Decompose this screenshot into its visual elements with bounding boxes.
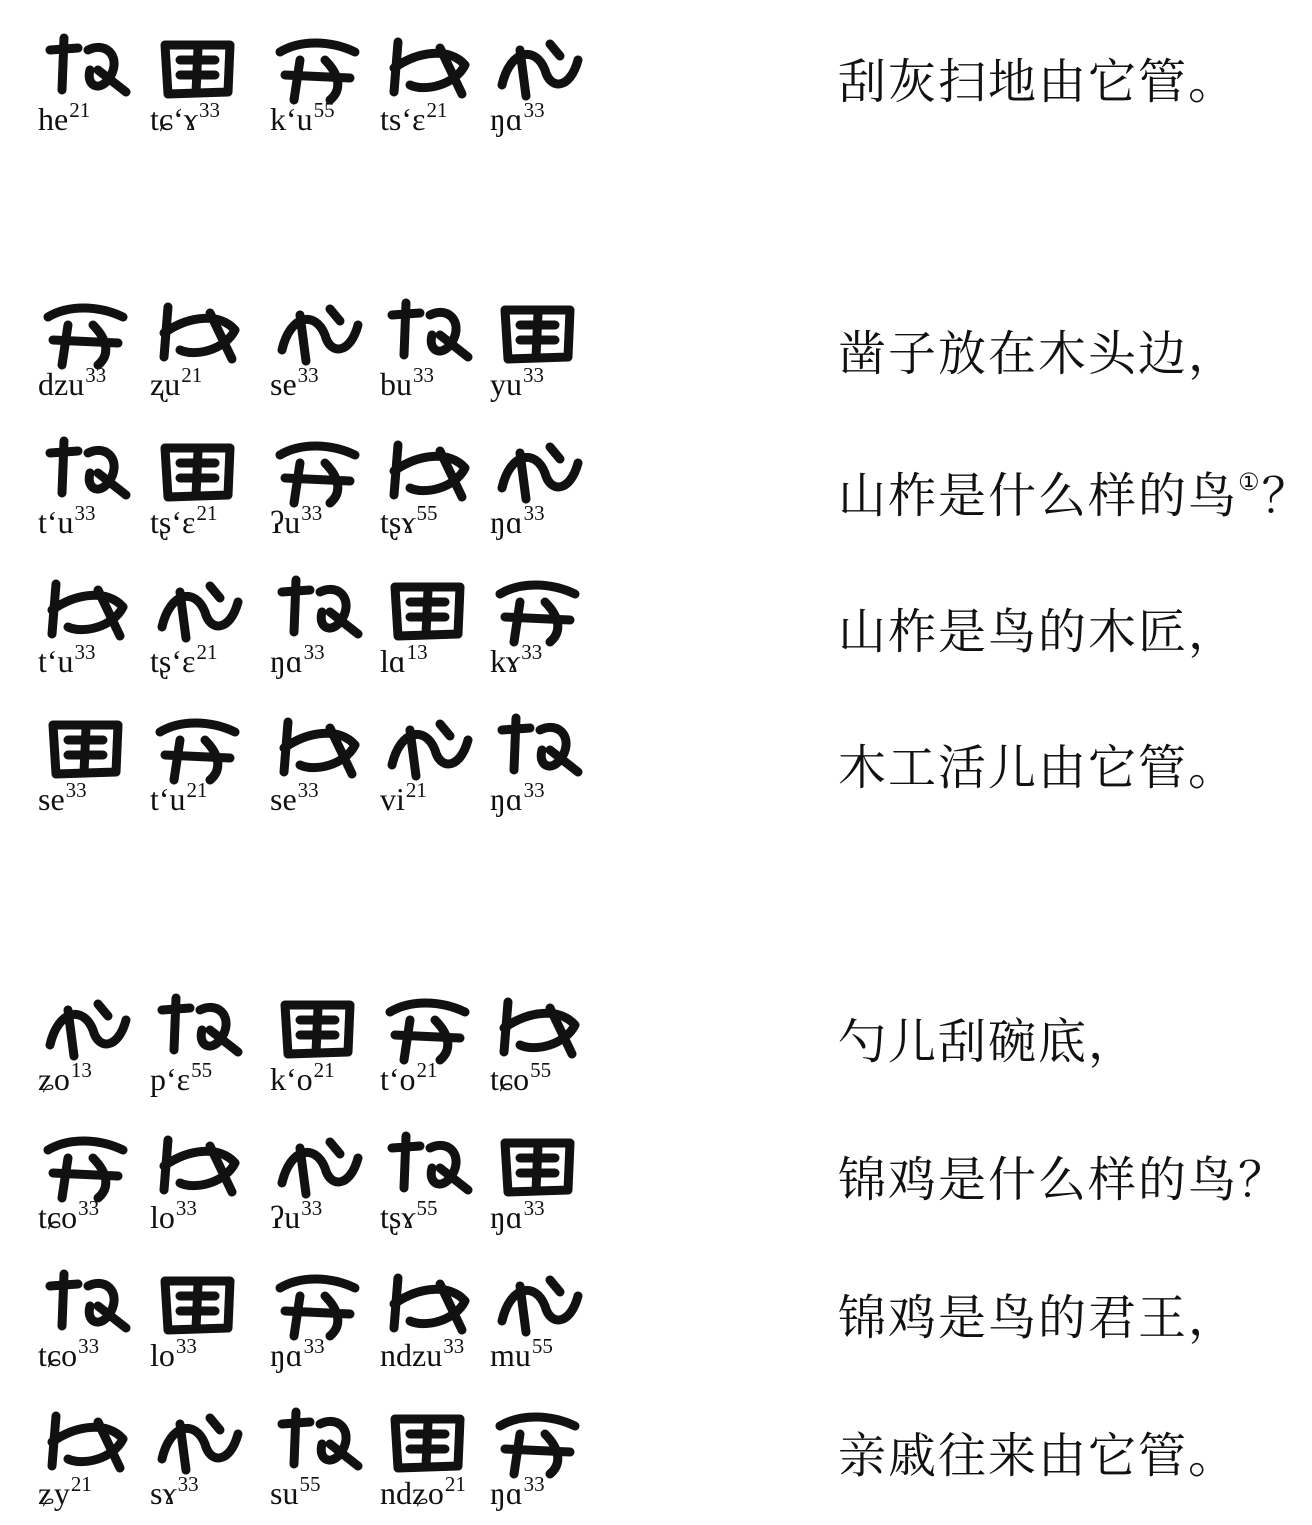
tone-number: 33 <box>78 1334 100 1358</box>
chinese-translation <box>838 740 1239 796</box>
tone-number: 21 <box>70 1472 92 1496</box>
tone-number: 21 <box>181 363 203 387</box>
syllable-cell <box>38 710 158 830</box>
tone-number: 33 <box>523 98 545 122</box>
phonetic-base: lo <box>150 1337 175 1373</box>
syllable-cell <box>490 710 610 830</box>
syllable-cell <box>380 1266 500 1386</box>
tone-number: 33 <box>523 363 544 387</box>
syllable-cell <box>270 1404 390 1524</box>
tone-number: 33 <box>175 1334 197 1358</box>
syllable-cell <box>150 1128 270 1248</box>
phonetic-base: ŋɑ <box>490 101 523 137</box>
chinese-translation <box>838 1290 1239 1346</box>
translation-text: 山柞是鸟的木匠， <box>838 604 1239 660</box>
phonetic-transcription <box>150 1060 212 1095</box>
syllable-cell <box>38 572 158 692</box>
translation-text: 亲戚往来由它管。 <box>838 1428 1239 1484</box>
phonetic-transcription <box>38 1060 92 1095</box>
tone-number: 33 <box>303 1334 325 1358</box>
tone-number: 21 <box>444 1472 466 1496</box>
syllable-cell <box>490 990 610 1110</box>
phonetic-transcription <box>490 100 545 135</box>
phonetic-transcription <box>38 100 90 135</box>
tone-number: 55 <box>531 1334 553 1358</box>
tone-number: 33 <box>74 501 96 525</box>
tone-number: 21 <box>196 640 218 664</box>
phonetic-base: se <box>270 366 297 402</box>
phonetic-transcription <box>38 1198 99 1233</box>
phonetic-base: mu <box>490 1337 531 1373</box>
syllable-cell <box>380 30 500 150</box>
phonetic-base: ŋɑ <box>490 504 523 540</box>
phonetic-base: tʂʻɛ <box>150 504 196 540</box>
tone-number: 21 <box>196 501 218 525</box>
phonetic-transcription <box>38 642 96 677</box>
syllable-cell <box>490 1404 610 1524</box>
phonetic-base: ŋɑ <box>270 1337 303 1373</box>
phonetic-transcription <box>490 1336 553 1371</box>
phonetic-transcription <box>38 1336 99 1371</box>
tone-number: 33 <box>85 363 107 387</box>
phonetic-base: vi <box>380 781 405 817</box>
phonetic-base: tʂʻɛ <box>150 643 196 679</box>
translation-tail: ？ <box>1261 468 1312 524</box>
chinese-translation <box>838 1428 1239 1484</box>
phonetic-transcription <box>270 1198 322 1233</box>
tone-number: 55 <box>530 1058 552 1082</box>
phonetic-base: se <box>270 781 297 817</box>
syllable-cell <box>150 30 270 150</box>
syllable-cell <box>380 1128 500 1248</box>
phonetic-base: tʻu <box>38 643 74 679</box>
phonetic-transcription <box>380 503 438 538</box>
syllable-cell <box>38 295 158 415</box>
tone-number: 33 <box>523 501 545 525</box>
yi-character-glyph <box>150 30 245 110</box>
phonetic-transcription <box>490 780 545 815</box>
phonetic-transcription <box>380 1474 466 1509</box>
tone-number: 33 <box>523 1472 545 1496</box>
phonetic-transcription <box>38 503 96 538</box>
chinese-translation <box>838 1014 1139 1070</box>
tone-number: 21 <box>416 1058 438 1082</box>
syllable-cell <box>270 990 390 1110</box>
syllable-cell <box>38 1404 158 1524</box>
yi-character-glyph <box>150 1266 245 1346</box>
phonetic-transcription <box>38 1474 92 1509</box>
syllable-cell <box>270 30 390 150</box>
syllable-cell <box>38 433 158 553</box>
chinese-translation <box>838 604 1239 660</box>
tone-number: 33 <box>301 501 323 525</box>
phonetic-base: tɕo <box>38 1337 78 1373</box>
phonetic-base: dzu <box>38 366 85 402</box>
phonetic-base: kʻo <box>270 1061 313 1097</box>
tone-number: 13 <box>406 640 428 664</box>
syllable-cell <box>490 1266 610 1386</box>
syllable-cell <box>150 1404 270 1524</box>
phonetic-transcription <box>150 365 202 400</box>
phonetic-base: ʐu <box>150 366 181 402</box>
translation-text: 刮灰扫地由它管。 <box>838 54 1239 110</box>
tone-number: 55 <box>299 1472 321 1496</box>
phonetic-transcription <box>380 1198 438 1233</box>
phonetic-base: se <box>38 781 65 817</box>
syllable-cell <box>490 572 610 692</box>
chinese-translation <box>838 54 1239 110</box>
phonetic-base: ŋɑ <box>270 643 303 679</box>
phonetic-transcription <box>270 365 319 400</box>
phonetic-base: ndʑo <box>380 1475 444 1511</box>
phonetic-transcription <box>150 642 217 677</box>
phonetic-transcription <box>150 780 208 815</box>
syllable-cell <box>490 433 610 553</box>
syllable-cell <box>270 295 390 415</box>
phonetic-base: lɑ <box>380 643 406 679</box>
yi-character-glyph <box>380 710 475 790</box>
translation-text: 山柞是什么样的鸟 <box>838 468 1239 524</box>
translation-text: 木工活儿由它管。 <box>838 740 1239 796</box>
phonetic-transcription <box>38 365 106 400</box>
syllable-cell <box>270 710 390 830</box>
phonetic-base: kɤ <box>490 643 521 679</box>
tone-number: 33 <box>413 363 434 387</box>
phonetic-base: kʻu <box>270 101 313 137</box>
phonetic-transcription <box>150 1336 197 1371</box>
phonetic-base: su <box>270 1475 299 1511</box>
tone-number: 33 <box>521 640 543 664</box>
phonetic-transcription <box>270 1474 320 1509</box>
phonetic-transcription <box>490 1060 551 1095</box>
phonetic-base: tʂɤ <box>380 504 416 540</box>
syllable-cell <box>150 295 270 415</box>
yi-character-glyph <box>150 1128 245 1208</box>
phonetic-base: ŋɑ <box>490 781 523 817</box>
phonetic-base: tʻu <box>150 781 186 817</box>
phonetic-transcription <box>380 1336 464 1371</box>
phonetic-base: tɕʻɤ <box>150 101 198 137</box>
translation-text: 勺儿刮碗底， <box>838 1014 1139 1070</box>
syllable-cell <box>380 1404 500 1524</box>
phonetic-base: tsʻɛ <box>380 101 426 137</box>
phonetic-base: tʻo <box>380 1061 416 1097</box>
translation-text: 凿子放在木头边， <box>838 326 1239 382</box>
tone-number: 55 <box>191 1058 213 1082</box>
syllable-cell <box>490 30 610 150</box>
tone-number: 33 <box>303 640 325 664</box>
syllable-cell <box>38 30 158 150</box>
phonetic-transcription <box>490 503 545 538</box>
phonetic-transcription <box>38 780 87 815</box>
phonetic-base: ʑo <box>38 1061 70 1097</box>
tone-number: 55 <box>416 501 438 525</box>
tone-number: 21 <box>313 1058 335 1082</box>
phonetic-base: sɤ <box>150 1475 177 1511</box>
tone-number: 33 <box>523 778 545 802</box>
tone-number: 21 <box>186 778 208 802</box>
phonetic-base: ʔu <box>270 1199 301 1235</box>
tone-number: 33 <box>177 1472 199 1496</box>
syllable-cell <box>38 990 158 1110</box>
tone-number: 33 <box>65 778 87 802</box>
tone-number: 21 <box>426 98 448 122</box>
syllable-cell <box>270 572 390 692</box>
syllable-cell <box>380 295 500 415</box>
phonetic-transcription <box>380 642 428 677</box>
phonetic-transcription <box>490 642 542 677</box>
syllable-cell <box>38 1128 158 1248</box>
phonetic-base: tɕo <box>490 1061 530 1097</box>
phonetic-base: ʑy <box>38 1475 70 1511</box>
phonetic-base: ndzu <box>380 1337 443 1373</box>
phonetic-transcription <box>380 780 427 815</box>
phonetic-transcription <box>490 1198 545 1233</box>
syllable-cell <box>380 710 500 830</box>
syllable-cell <box>490 1128 610 1248</box>
phonetic-transcription <box>270 642 325 677</box>
syllable-cell <box>150 710 270 830</box>
chinese-translation <box>838 1152 1289 1208</box>
phonetic-transcription <box>150 100 220 135</box>
syllable-cell <box>380 572 500 692</box>
phonetic-base: pʻɛ <box>150 1061 191 1097</box>
tone-number: 55 <box>416 1196 438 1220</box>
phonetic-transcription <box>380 1060 438 1095</box>
syllable-cell <box>150 990 270 1110</box>
phonetic-base: tʂɤ <box>380 1199 416 1235</box>
syllable-cell <box>150 1266 270 1386</box>
translation-text: 锦鸡是鸟的君王， <box>838 1290 1239 1346</box>
tone-number: 33 <box>443 1334 465 1358</box>
tone-number: 33 <box>523 1196 545 1220</box>
translation-text: 锦鸡是什么样的鸟？ <box>838 1152 1289 1208</box>
tone-number: 13 <box>70 1058 92 1082</box>
phonetic-base: ŋɑ <box>490 1199 523 1235</box>
phonetic-base: bu <box>380 366 412 402</box>
footnote-marker: ① <box>1238 468 1262 496</box>
phonetic-transcription <box>380 100 447 135</box>
tone-number: 33 <box>74 640 96 664</box>
phonetic-transcription <box>270 1336 325 1371</box>
tone-number: 33 <box>301 1196 323 1220</box>
phonetic-transcription <box>490 365 544 400</box>
tone-number: 33 <box>297 778 319 802</box>
phonetic-base: he <box>38 101 69 137</box>
tone-number: 21 <box>405 778 427 802</box>
tone-number: 55 <box>313 98 335 122</box>
phonetic-base: tʻu <box>38 504 74 540</box>
syllable-cell <box>270 1128 390 1248</box>
tone-number: 33 <box>175 1196 197 1220</box>
phonetic-transcription <box>270 780 319 815</box>
syllable-cell <box>270 433 390 553</box>
tone-number: 33 <box>78 1196 100 1220</box>
syllable-cell <box>490 295 610 415</box>
phonetic-transcription <box>270 100 335 135</box>
tone-number: 21 <box>69 98 91 122</box>
phonetic-base: yu <box>490 366 522 402</box>
phonetic-transcription <box>490 1474 545 1509</box>
syllable-cell <box>150 433 270 553</box>
syllable-cell <box>150 572 270 692</box>
phonetic-transcription <box>380 365 434 400</box>
phonetic-transcription <box>150 503 217 538</box>
phonetic-transcription <box>270 503 322 538</box>
syllable-cell <box>380 433 500 553</box>
phonetic-base: lo <box>150 1199 175 1235</box>
phonetic-transcription <box>270 1060 335 1095</box>
phonetic-base: ʔu <box>270 504 301 540</box>
phonetic-transcription <box>150 1198 197 1233</box>
phonetic-base: ŋɑ <box>490 1475 523 1511</box>
tone-number: 33 <box>198 98 220 122</box>
syllable-cell <box>38 1266 158 1386</box>
syllable-cell <box>270 1266 390 1386</box>
phonetic-base: tɕo <box>38 1199 78 1235</box>
phonetic-transcription <box>150 1474 199 1509</box>
chinese-translation <box>838 326 1239 382</box>
chinese-translation <box>838 468 1312 524</box>
syllable-cell <box>380 990 500 1110</box>
tone-number: 33 <box>297 363 319 387</box>
